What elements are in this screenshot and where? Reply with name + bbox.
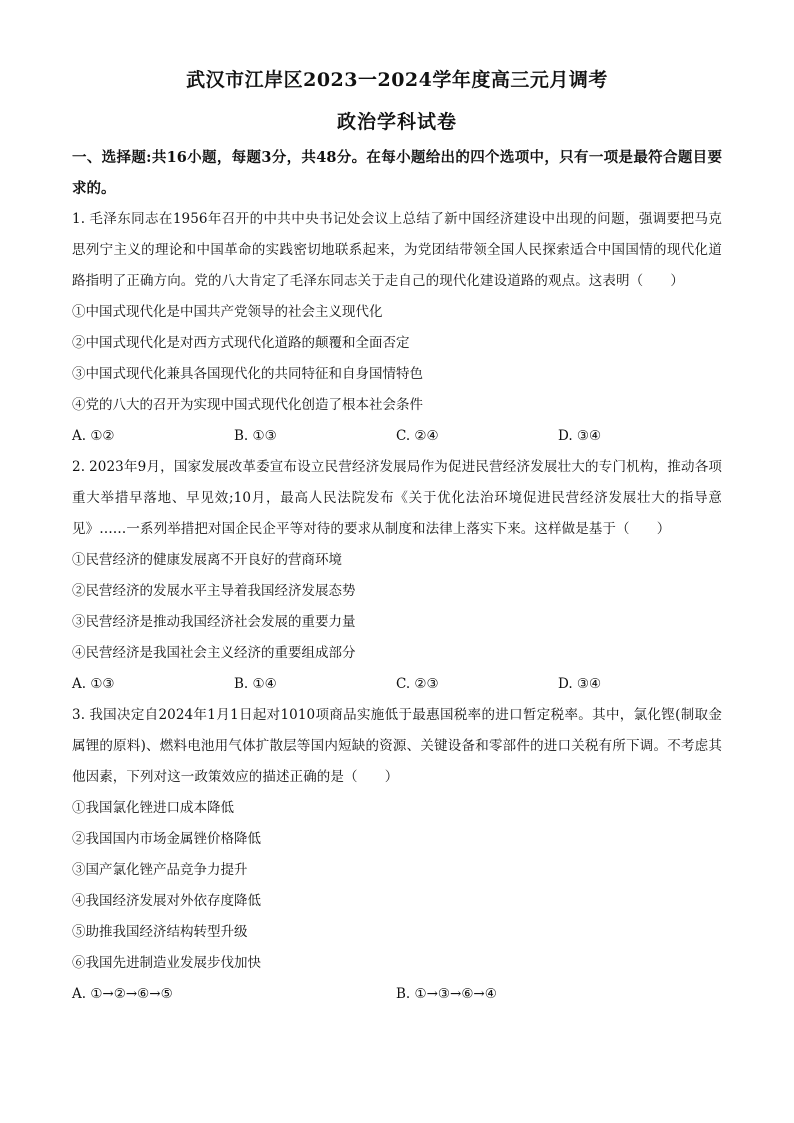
question-text: 毛泽东同志在1956年召开的中共中央书记处会议上总结了新中国经济建设中出现的问题，强调要把马克思列宁主义的理论和中国革命的实践密切地联系起来，为党团结带领全国人民探索适合中国国情的现代化道路指明了正确方向。党的八大肯定了毛泽东同志关于走自己的现代化建设道路的观点。这表明（ ） [72, 211, 722, 289]
statement-item: ⑤助推我国经济结构转型升级 [72, 924, 248, 940]
statement-item: ①中国式现代化是中国共产党领导的社会主义现代化 [72, 304, 383, 320]
statement-item: ③中国式现代化兼具各国现代化的共同特征和自身国情特色 [72, 366, 423, 382]
question-text: 我国决定自2024年1月1日起对1010项商品实施低于最惠国税率的进口暂定税率。其中，氯化铿(制取金属锂的原料)、燃料电池用气体扩散层等国内短缺的资源、关键设备和零部件的进口关税有所下调。不考虑其他因素，下列对这一政策效应的描述正确的是（ ） [72, 707, 722, 785]
statement-item: ②中国式现代化是对西方式现代化道路的颠覆和全面否定 [72, 335, 410, 351]
statement-item: ⑥我国先进制造业发展步伐加快 [72, 955, 261, 971]
statement-item: ④党的八大的召开为实现中国式现代化创造了根本社会条件 [72, 397, 423, 413]
choice-b: B. ①③ [234, 428, 277, 444]
question-stem [72, 204, 722, 297]
section-heading: 一、选择题:共16小题，每题3分，共48分。在每小题给出的四个选项中，只有一项是最符合题目要求的。 [72, 149, 722, 197]
statement-item: ①民营经济的健康发展离不开良好的营商环境 [72, 552, 342, 568]
choice-a: A. ①② [72, 428, 115, 444]
choice-c: C. ②④ [396, 428, 439, 444]
statement-item: ④我国经济发展对外依存度降低 [72, 893, 261, 909]
question-2 [72, 452, 722, 700]
choice-d: D. ③④ [558, 428, 602, 444]
question-number: 1. [72, 211, 86, 227]
statement-item: ②民营经济的发展水平主导着我国经济发展态势 [72, 583, 356, 599]
question-3 [72, 700, 722, 1010]
choice-a: A. ①→②→⑥→⑤ [72, 986, 173, 1002]
choice-d: D. ③④ [558, 676, 602, 692]
answer-choices [72, 979, 722, 1010]
question-stem [72, 700, 722, 793]
exam-subtitle: 政治学科试卷 [336, 111, 457, 133]
statement-item: ③国产氯化锉产品竞争力提升 [72, 862, 248, 878]
question-stem [72, 452, 722, 545]
statement-item: ①我国氯化锉进口成本降低 [72, 800, 234, 816]
answer-choices [72, 421, 722, 452]
answer-choices [72, 669, 722, 700]
question-number: 3. [72, 707, 86, 723]
question-number: 2. [72, 459, 86, 475]
question-text: 2023年9月，国家发展改革委宣布设立民营经济发展局作为促进民营经济发展壮大的专门机构，推动各项重大举措早落地、早见效;10月，最高人民法院发布《关于优化法治环境促进民营经济发展壮大的指导意见》……一系列举措把对国企民企平等对待的要求从制度和法律上落实下来。这样做是基于（ ） [72, 459, 722, 537]
statement-item: ④民营经济是我国社会主义经济的重要组成部分 [72, 645, 356, 661]
choice-b: B. ①→③→⑥→④ [396, 986, 497, 1002]
question-1 [72, 204, 722, 452]
statement-item: ③民营经济是推动我国经济社会发展的重要力量 [72, 614, 356, 630]
statement-item: ②我国国内市场金属锉价格降低 [72, 831, 261, 847]
exam-title: 武汉市江岸区2023一2024学年度高三元月调考 [186, 69, 608, 91]
choice-a: A. ①③ [72, 676, 115, 692]
choice-b: B. ①④ [234, 676, 277, 692]
choice-c: C. ②③ [396, 676, 439, 692]
